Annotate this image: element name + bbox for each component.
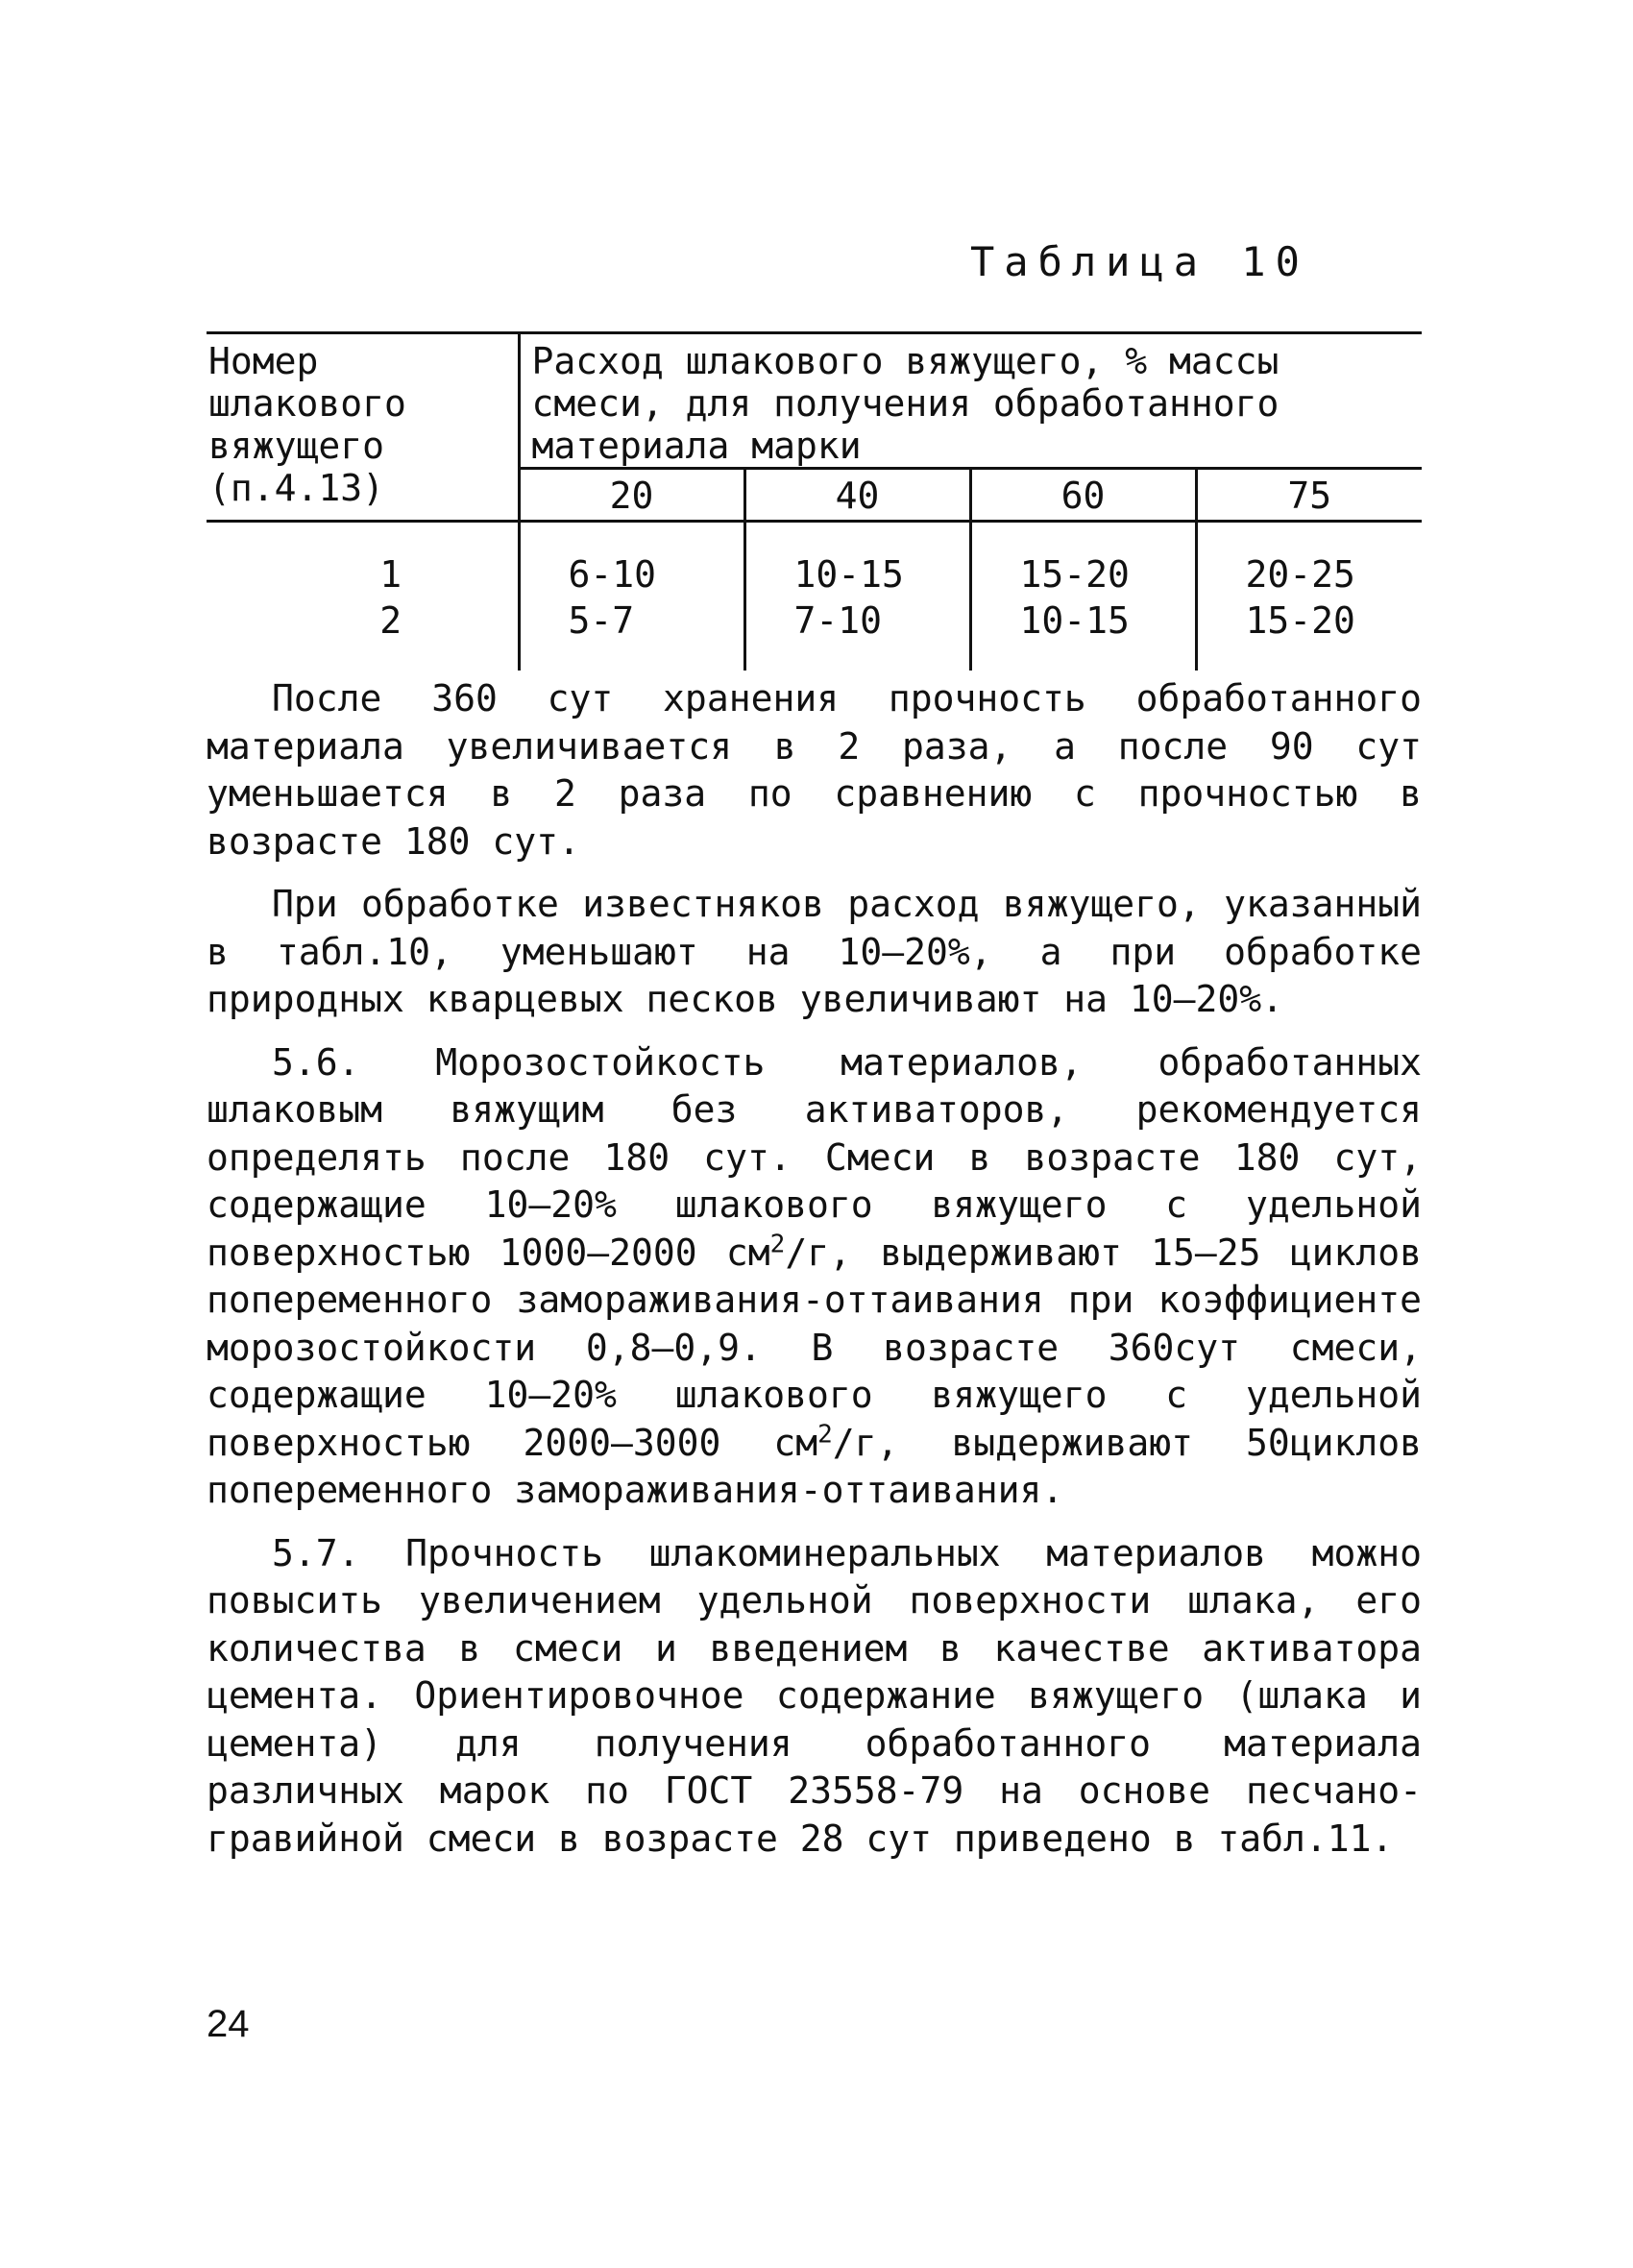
column-header: 75	[1196, 469, 1422, 522]
column-header: 20	[519, 469, 744, 522]
table-cell: 15-20	[1245, 599, 1355, 642]
row-id: 1	[207, 522, 519, 600]
column-header: 60	[970, 469, 1196, 522]
page-number: 24	[207, 2003, 250, 2045]
paragraph-text: /г, выдерживают 15–25 циклов попеременного замораживания-оттаивания при коэффициенте морозостойкости 0,8–0,9. В возрасте 360сут смеси, содержащие 10–20% шлакового вяжущего с удельной поверхностью 2000–3000 см	[207, 1231, 1422, 1464]
table-cell: 15-20	[970, 522, 1196, 600]
superscript: 2	[769, 1229, 786, 1258]
table-10	[207, 331, 1422, 671]
table-cell: 10-15	[744, 522, 970, 600]
column-header: 40	[744, 469, 970, 522]
table-row	[207, 599, 1422, 671]
body-text	[207, 675, 1422, 1878]
table-cell: 5-7	[519, 599, 744, 671]
superscript: 2	[817, 1419, 833, 1449]
table-cell: 7-10	[744, 599, 970, 671]
paragraph-5-7-strength: 5.7. Прочность шлакоминеральных материалов можно повысить увеличением удельной поверхности шлака, его количества в смеси и введением в качестве активатора цемента. Ориентировочное содержание вяжущего (шлака и цемента) для получения обработанного материала различных марок по ГОСТ 23558-79 на основе песчано-гравийной смеси в возрасте 28 сут приведено в табл.11.	[207, 1531, 1422, 1860]
table-caption: Таблица 10	[970, 238, 1309, 285]
row-header: Номер шлакового вяжущего (п.4.13)	[207, 333, 519, 522]
paragraph-text: /г, выдерживают 50циклов попеременного замораживания-оттаивания.	[207, 1421, 1422, 1511]
group-header: Расход шлакового вяжущего, % массы смеси, для получения обработанного материала марки	[519, 333, 1422, 469]
table-row	[207, 522, 1422, 600]
table-cell: 20-25	[1245, 553, 1355, 596]
paragraph-5-6-frost-resistance	[207, 1039, 1422, 1515]
paragraph-storage-strength: После 360 сут хранения прочность обработанного материала увеличивается в 2 раза, а после 90 сут уменьшается в 2 раза по сравнению с прочностью в возрасте 180 сут.	[207, 677, 1422, 863]
table-cell: 10-15	[970, 599, 1196, 671]
row-id: 2	[207, 599, 519, 671]
paragraph-limestone-binder: При обработке известняков расход вяжущего, указанный в табл.10, уменьшают на 10–20%, а при обработке природных кварцевых песков увеличивают на 10–20%.	[207, 883, 1422, 1020]
table-cell: 6-10	[519, 522, 744, 600]
paragraph-text: 5.6. Морозостойкость материалов, обработанных шлаковым вяжущим без активаторов, рекомендуется определять после 180 сут. Смеси в возрасте 180 сут, содержащие 10–20% шлакового вяжущего с удельной поверхностью 1000–2000 см	[207, 1040, 1422, 1274]
